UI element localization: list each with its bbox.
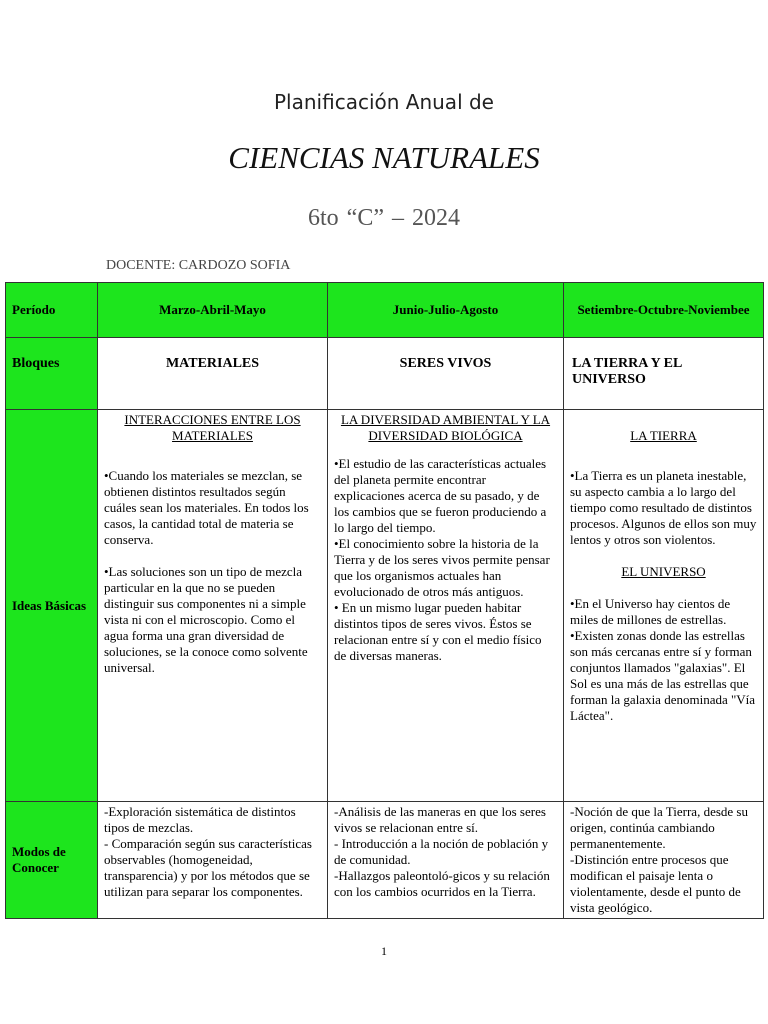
modos-col-3-item-1: -Noción de que la Tierra, desde su origen, continúa cambiando permanentemente.: [570, 804, 748, 851]
modos-col-2-item-1: -Análisis de las maneras en que los seres vivos se relacionan entre sí.: [334, 804, 546, 835]
ideas-col-2-p3: • En un mismo lugar pueden habitar distintos tipos de seres vivos. Éstos se relacionan entre sí y con el medio físico de diversas maneras.: [334, 600, 542, 663]
document-subtitle: Planificación Anual de: [274, 90, 494, 114]
ideas-col-2: [328, 410, 564, 802]
ideas-row: [6, 410, 764, 802]
ideas-col-3-title-1: LA TIERRA: [630, 428, 697, 443]
course-year: 6to “C” – 2024: [308, 205, 460, 231]
ideas-col-3-p1: •La Tierra es un planeta inestable, su aspecto cambia a lo largo del tiempo como resultado de distintos procesos. Algunos de ellos son muy lentos y otros son violentos.: [570, 468, 757, 547]
modos-row: [6, 802, 764, 919]
row-label-periodo: Período: [6, 283, 98, 338]
period-1: Marzo-Abril-Mayo: [98, 283, 328, 338]
block-1: MATERIALES: [98, 338, 328, 410]
ideas-col-1-p1: •Cuando los materiales se mezclan, se obtienen distintos resultados según cuáles sean los materiales. En todos los casos, la cantidad total de materia se conserva.: [104, 468, 309, 547]
modos-col-1-item-2: - Comparación según sus características observables (homogeneidad, transparencia) y por los métodos que se utilizan para separar los componentes.: [104, 836, 312, 899]
period-2: Junio-Julio-Agosto: [328, 283, 564, 338]
row-label-ideas: Ideas Básicas: [6, 410, 98, 802]
ideas-col-3: [564, 410, 764, 802]
ideas-col-2-p2: •El conocimiento sobre la historia de la Tierra y de los seres vivos permite pensar que los organismos actuales han evolucionado de otros más antiguos.: [334, 536, 550, 599]
modos-col-2-item-2: - Introducción a la noción de población y de comunidad.: [334, 836, 549, 867]
ideas-col-2-p1: •El estudio de las características actuales del planeta permite encontrar explicaciones acerca de su pasado, y de los cambios que se fueron produciendo a lo largo del tiempo.: [334, 456, 547, 535]
modos-col-3: [564, 802, 764, 919]
planning-table: [5, 282, 764, 919]
modos-col-2-item-3: -Hallazgos paleontoló-gicos y su relación con los cambios ocurridos en la Tierra.: [334, 868, 550, 899]
row-label-modos: Modos de Conocer: [6, 802, 98, 919]
teacher-name: DOCENTE: CARDOZO SOFIA: [106, 258, 291, 273]
period-row: [6, 283, 764, 338]
modos-col-3-item-2: -Distinción entre procesos que modifican el paisaje lenta o violentamente, desde el punto de vista geológico.: [570, 852, 741, 915]
ideas-col-1-p2: •Las soluciones son un tipo de mezcla particular en la que no se pueden distinguir sus componentes ni a simple vista ni con el microscopio. Como el agua forma una gran diversidad de soluciones, se la conoce como solvente universal.: [104, 564, 308, 675]
ideas-col-2-title: LA DIVERSIDAD AMBIENTAL Y LA DIVERSIDAD BIOLÓGICA: [340, 412, 551, 443]
period-3: Setiembre-Octubre-Noviembee: [564, 283, 764, 338]
modos-col-1: [98, 802, 328, 919]
ideas-col-3-p3: •Existen zonas donde las estrellas son más cercanas entre sí y forman conjuntos llamados "galaxias". El Sol es una más de las estrellas que forman la galaxia denominada "Vía Láctea".: [570, 628, 756, 723]
block-2: SERES VIVOS: [328, 338, 564, 410]
blocks-row: [6, 338, 764, 410]
document-title: CIENCIAS NATURALES: [228, 140, 540, 175]
ideas-col-1: [98, 410, 328, 802]
block-3: LA TIERRA Y EL UNIVERSO: [564, 338, 764, 410]
ideas-col-3-title-2: EL UNIVERSO: [621, 564, 706, 579]
row-label-bloques: Bloques: [6, 338, 98, 410]
modos-col-2: [328, 802, 564, 919]
page-number: 1: [381, 944, 387, 958]
ideas-col-1-title: INTERACCIONES ENTRE LOS MATERIALES: [124, 412, 301, 443]
ideas-col-3-p2: •En el Universo hay cientos de miles de millones de estrellas.: [570, 596, 731, 627]
modos-col-1-item-1: -Exploración sistemática de distintos tipos de mezclas.: [104, 804, 296, 835]
